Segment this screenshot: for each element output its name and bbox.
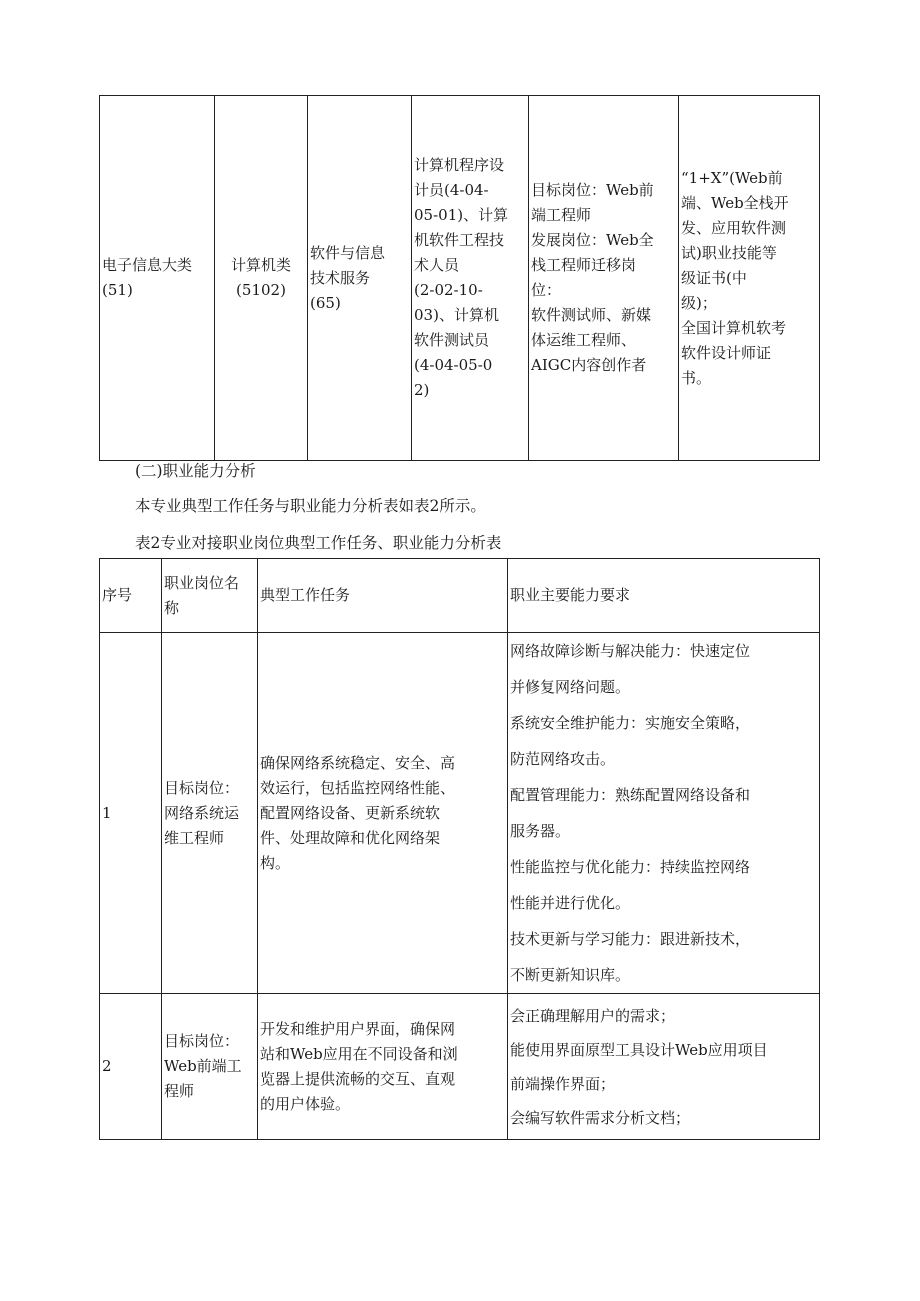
class-cell: 计算机类 (5102) <box>215 96 308 461</box>
row-abilities: 网络故障诊断与解决能力：快速定位 并修复网络问题。 系统安全维护能力：实施安全策略， 防范网络攻击。 配置管理能力：熟练配置网络设备和 服务器。 性能监控与优化能力：持续监控网络 性能并进行优化。 技术更新与学习能力：跟进新技术， 不断更新知识库。 <box>508 633 820 994</box>
header-position: 职业岗位名 称 <box>162 559 258 633</box>
table-row <box>100 994 820 1140</box>
positions-cell: 目标岗位：Web前 端工程师 发展岗位：Web全 栈工程师迁移岗 位： 软件测试师、新媒 体运维工程师、 AIGC内容创作者 <box>529 96 679 461</box>
header-abilities: 职业主要能力要求 <box>508 559 820 633</box>
section-heading: (二)职业能力分析 <box>135 462 256 480</box>
row-abilities: 会正确理解用户的需求； 能使用界面原型工具设计Web应用项目 前端操作界面； 会编写软件需求分析文档； <box>508 994 820 1140</box>
table-row <box>100 96 820 461</box>
row-no: 1 <box>100 633 162 994</box>
header-no: 序号 <box>100 559 162 633</box>
industry-cell: 软件与信息 技术服务 (65) <box>308 96 412 461</box>
header-tasks: 典型工作任务 <box>258 559 508 633</box>
table-row <box>100 633 820 994</box>
row-no: 2 <box>100 994 162 1140</box>
row-tasks: 开发和维护用户界面，确保网 站和Web应用在不同设备和浏 览器上提供流畅的交互、直观 的用户体验。 <box>258 994 508 1140</box>
occupation-cell: 计算机程序设 计员(4-04- 05-01)、计算 机软件工程技 术人员 (2-02-10- 03)、计算机 软件测试员 (4-04-05-0 2) <box>412 96 529 461</box>
ability-analysis-table <box>99 558 820 1140</box>
row-position: 目标岗位： Web前端工 程师 <box>162 994 258 1140</box>
category-cell: 电子信息大类 (51) <box>100 96 215 461</box>
certificates-cell: “1+X”(Web前 端、Web全栈开 发、应用软件测 试)职业技能等 级证书(中 级)； 全国计算机软考 软件设计师证 书。 <box>679 96 820 461</box>
row-position: 目标岗位： 网络系统运 维工程师 <box>162 633 258 994</box>
row-tasks: 确保网络系统稳定、安全、高 效运行，包括监控网络性能、 配置网络设备、更新系统软 件、处理故障和优化网络架 构。 <box>258 633 508 994</box>
header-row <box>100 559 820 633</box>
table-caption: 表2专业对接职业岗位典型工作任务、职业能力分析表 <box>135 534 502 552</box>
major-info-table <box>99 95 820 461</box>
intro-paragraph: 本专业典型工作任务与职业能力分析表如表2所示。 <box>135 497 486 515</box>
